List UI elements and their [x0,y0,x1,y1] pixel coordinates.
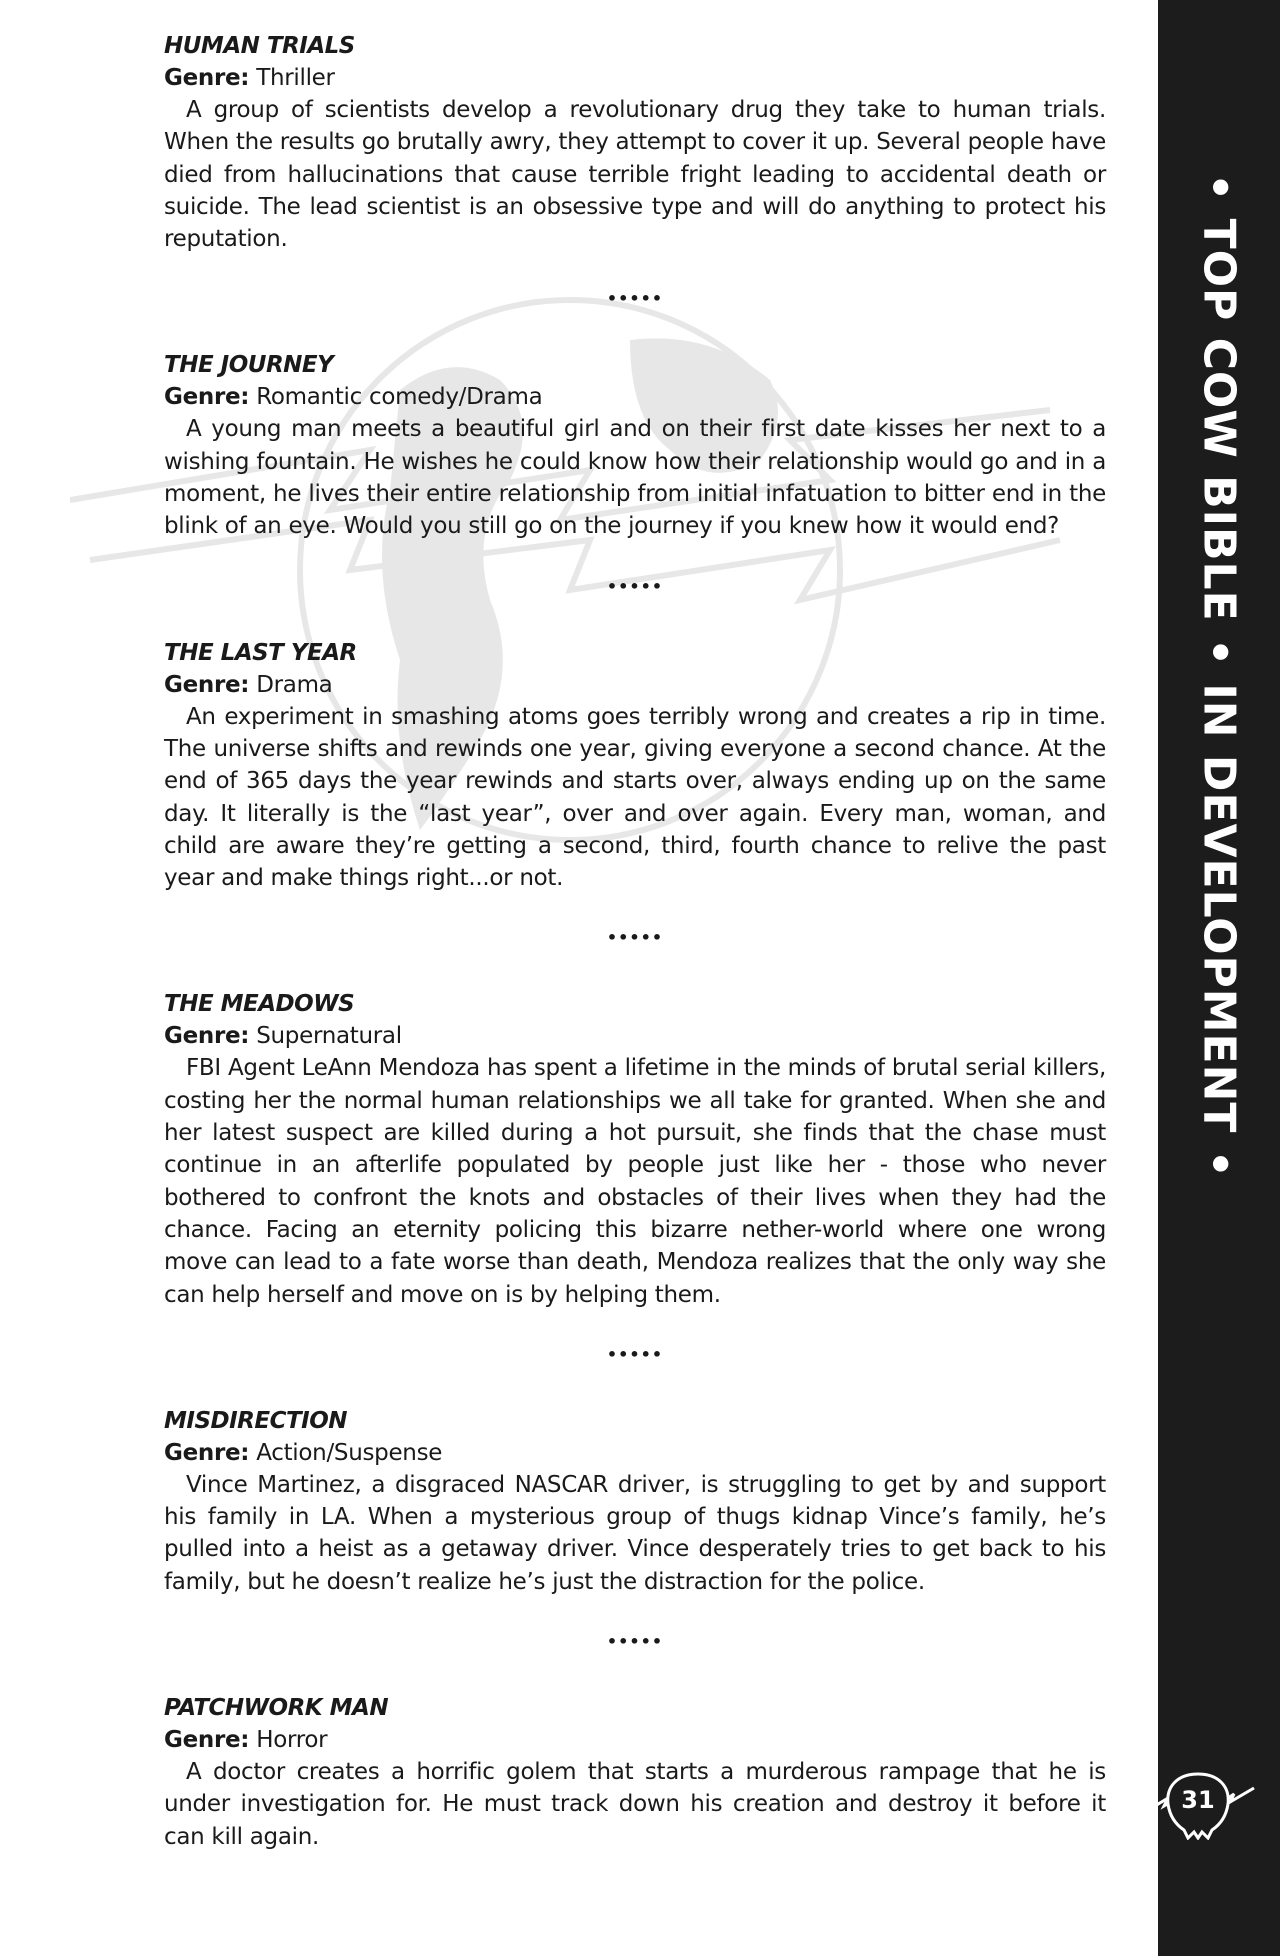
entry-human-trials [164,30,1106,255]
entry-title: MISDIRECTION [164,1407,348,1434]
genre-label: Genre: [164,1727,250,1754]
genre-line [164,62,1106,94]
genre-value: Action/Suspense [256,1439,443,1466]
entry-description: FBI Agent LeAnn Mendoza has spent a lifetime in the minds of brutal serial killers, costing her the normal human relationships we all take for granted. When she and her latest suspect are killed during a hot pursuit, she finds that the chase must continue in an afterlife populated by people just like her - those who never bothered to confront the knots and obstacles of their lives when they had the chance. Facing an eternity policing this bizarre nether-world where one wrong move can lead to a fate worse than death, Mendoza realizes that the only way she can help herself and move on is by helping them. [164,1055,1106,1308]
genre-label: Genre: [164,384,250,411]
genre-label: Genre: [164,1023,250,1050]
entry-title: THE MEADOWS [164,991,355,1018]
entry-description: A doctor creates a horrific golem that starts a murderous rampage that he is under investigation for. He must track down his creation and destroy it before it can kill again. [164,1759,1106,1850]
separator-dots: ••••• [606,576,664,596]
genre-value: Supernatural [256,1023,402,1050]
genre-line [164,1020,1106,1052]
genre-value: Thriller [256,65,335,91]
page-number: 31 [1181,1786,1215,1814]
content-column [164,30,1106,1853]
entry-title: HUMAN TRIALS [164,33,355,59]
genre-line [164,1724,1106,1756]
entry-description: A young man meets a beautiful girl and on their first date kisses her next to a wishing fountain. He wishes he could know how their relationship would go and in a moment, he lives their entire relationship from initial infatuation to bitter end in the blink of an eye. Would you still go on the journey if you knew how it would end? [164,416,1106,540]
entry-description: Vince Martinez, a disgraced NASCAR driver, is struggling to get by and support his family in LA. When a mysterious group of thugs kidnap Vince’s family, he’s pulled into a heist as a getaway driver. Vince desperately tries to get back to his family, but he doesn’t realize he’s just the distraction for the police. [164,1471,1106,1595]
page-number-badge [1138,1768,1258,1840]
entry-patchwork-man [164,1692,1106,1853]
separator-dots: ••••• [606,928,664,948]
separator-dots: ••••• [606,1344,664,1364]
entry-the-meadows [164,988,1106,1310]
entry-description: A group of scientists develop a revolutionary drug they take to human trials. When the results go brutally awry, they attempt to cover it up. Several people have died from hallucinations that cause terrible fright leading to accidental death or suicide. The lead scientist is an obsessive type and will do anything to protect his reputation. [164,97,1106,253]
genre-label: Genre: [164,65,250,91]
genre-value: Horror [256,1727,328,1754]
entry-title: THE LAST YEAR [164,639,357,666]
genre-line [164,381,1106,413]
genre-label: Genre: [164,1439,250,1466]
genre-line [164,1437,1106,1469]
entry-description: An experiment in smashing atoms goes terribly wrong and creates a rip in time. The universe shifts and rewinds one year, giving everyone a second chance. At the end of 365 days the year rewinds and starts over, always ending up on the same day. It literally is the “last year”, over and over again. Every man, woman, and child are aware they’re getting a second, third, fourth chance to relive the past year and make things right...or not. [164,703,1106,892]
entry-the-last-year [164,637,1106,895]
entry-title: PATCHWORK MAN [164,1695,389,1722]
genre-label: Genre: [164,671,250,698]
genre-line [164,669,1106,701]
sidebar-banner [1158,0,1280,1956]
entry-misdirection [164,1405,1106,1598]
genre-value: Drama [256,671,333,698]
entry-the-journey [164,349,1106,542]
separator-dots: ••••• [606,1632,664,1652]
separator-dots: ••••• [606,289,664,309]
entry-title: THE JOURNEY [164,352,334,379]
sidebar-title-wrap [1158,0,1280,1956]
sidebar-title: • TOP COW BIBLE • IN DEVELOPMENT • [1193,173,1245,1179]
genre-value: Romantic comedy/Drama [256,384,543,411]
